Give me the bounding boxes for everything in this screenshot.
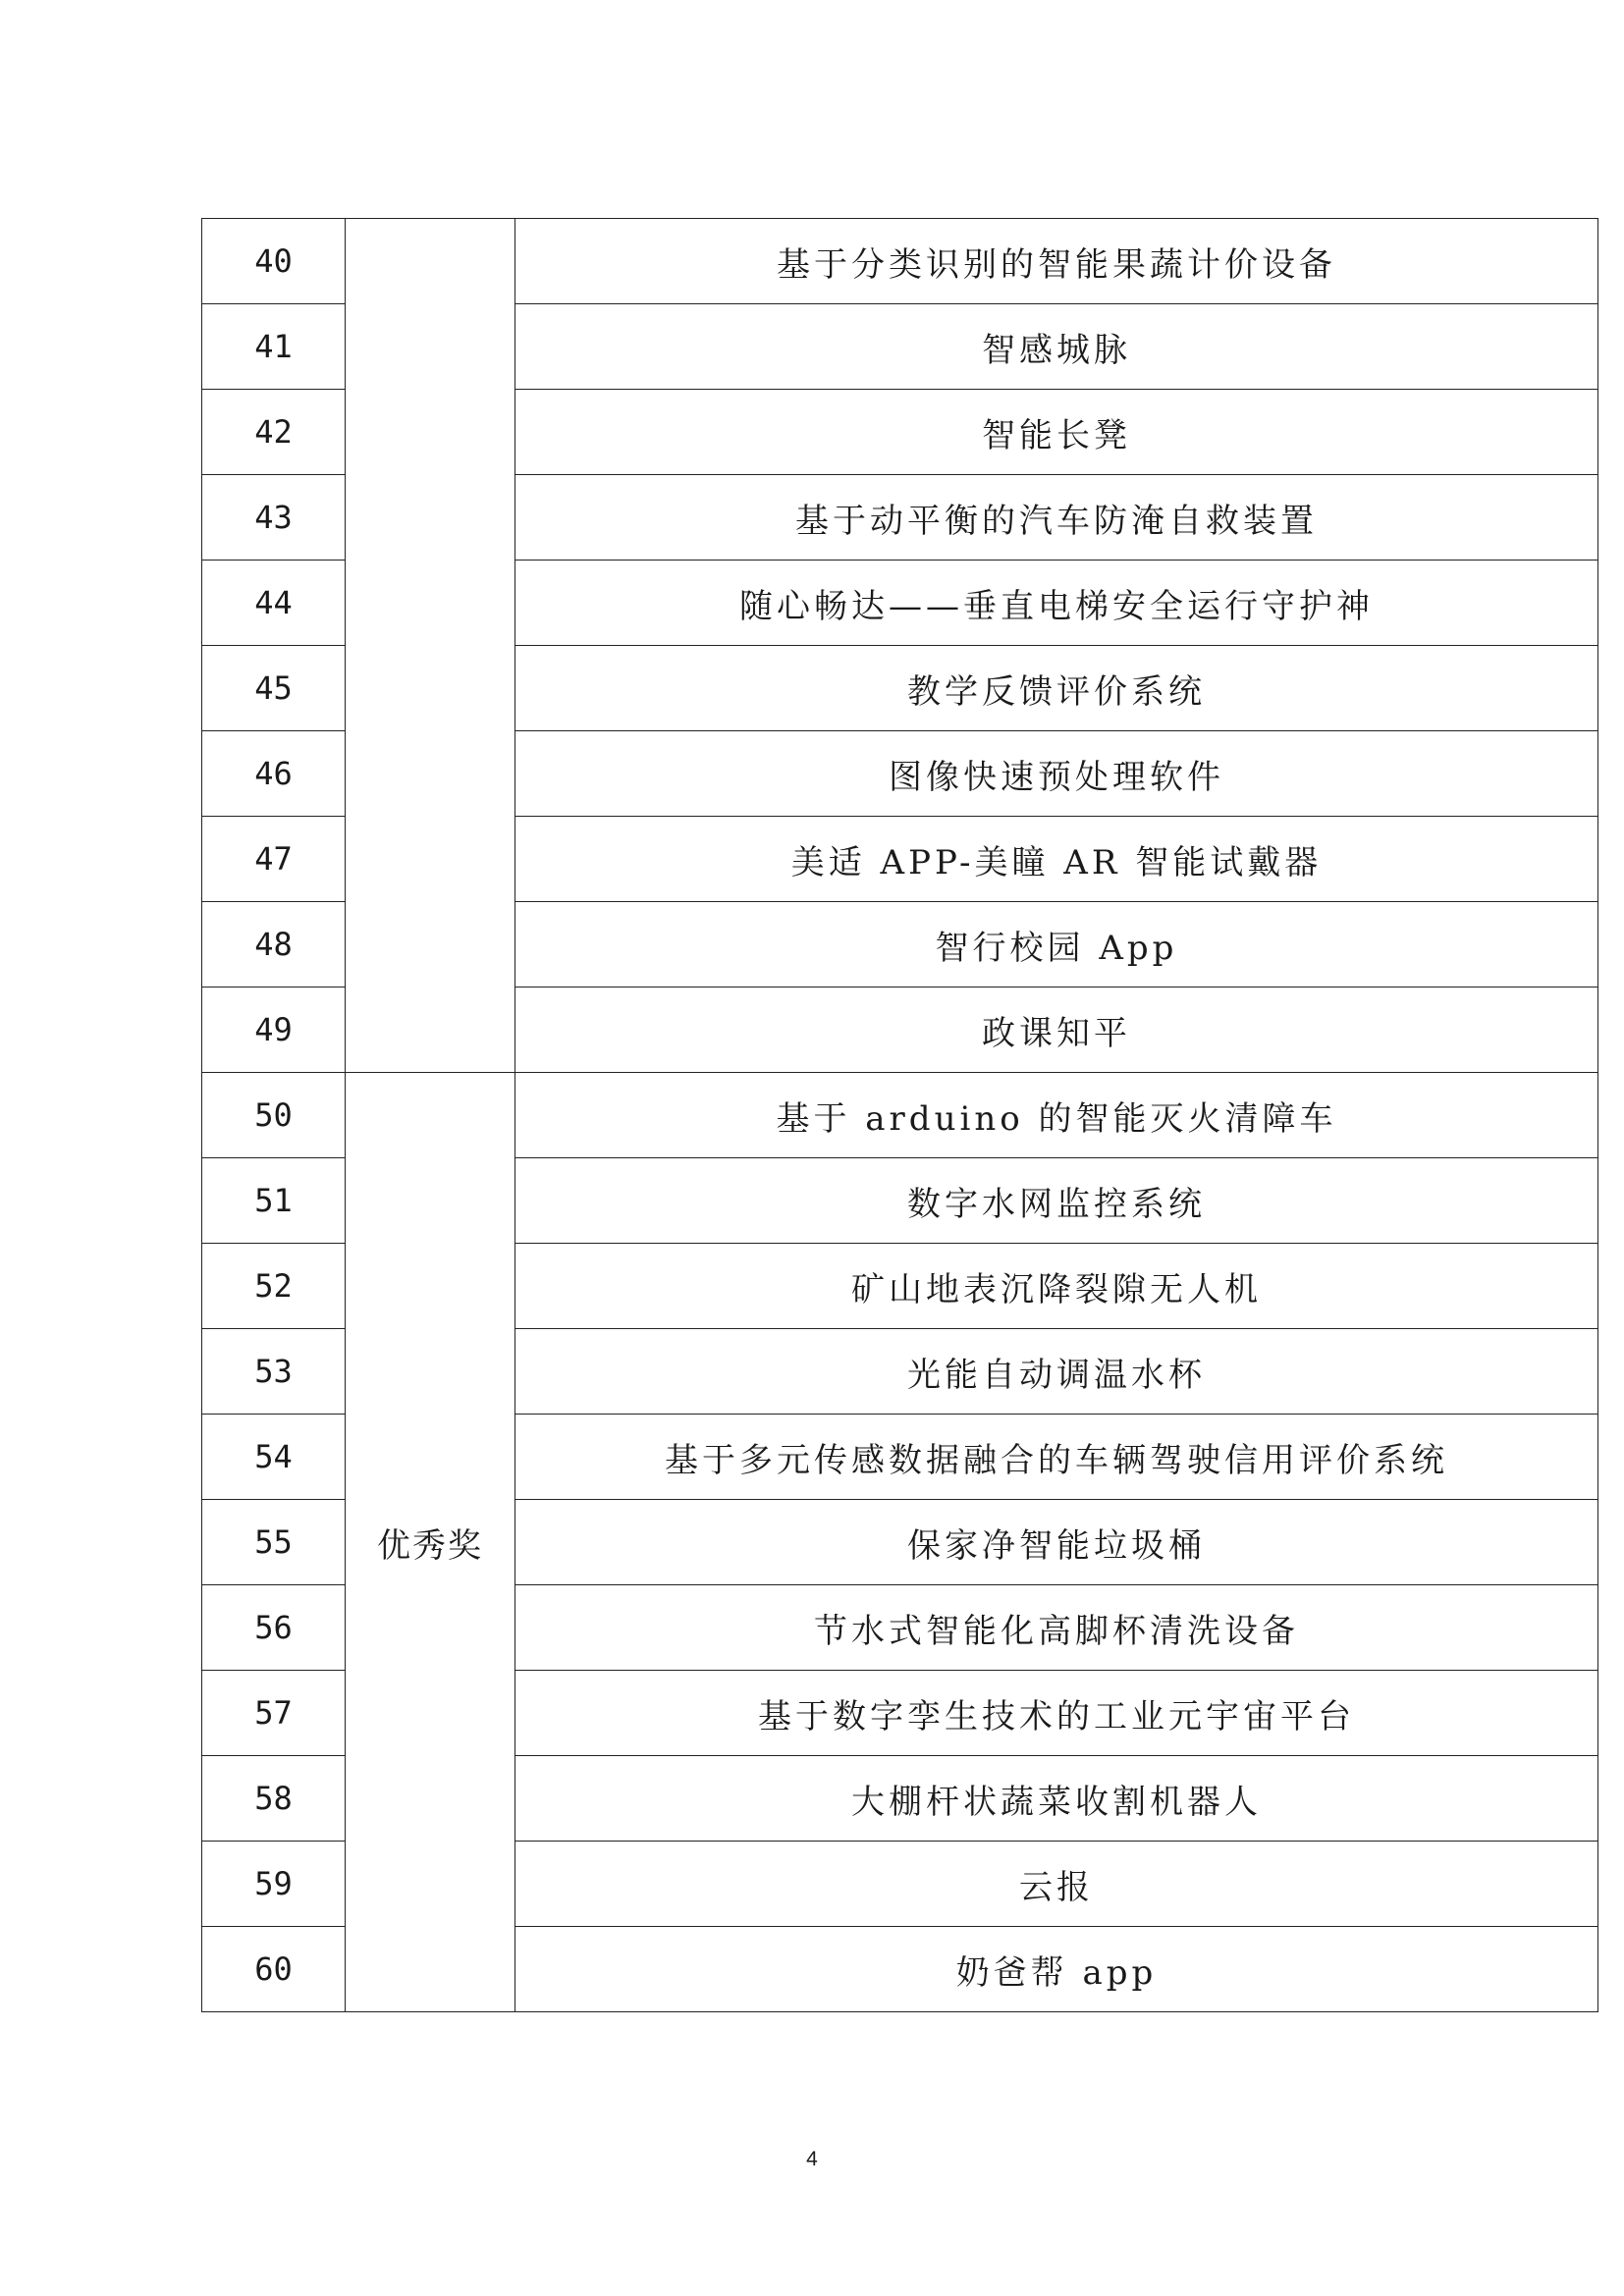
project-title: 随心畅达——垂直电梯安全运行守护神 [515,561,1598,646]
project-title: 基于数字孪生技术的工业元宇宙平台 [515,1671,1598,1756]
row-number: 47 [202,817,346,902]
project-title: 教学反馈评价系统 [515,646,1598,731]
project-title: 保家净智能垃圾桶 [515,1500,1598,1585]
project-title: 智能长凳 [515,390,1598,475]
row-number: 43 [202,475,346,561]
row-number: 42 [202,390,346,475]
table-row [202,219,1598,304]
row-number: 48 [202,902,346,988]
row-number: 40 [202,219,346,304]
row-number: 41 [202,304,346,390]
project-title: 美适 APP-美瞳 AR 智能试戴器 [515,817,1598,902]
project-title: 图像快速预处理软件 [515,731,1598,817]
row-number: 53 [202,1329,346,1415]
awards-table [201,218,1598,2012]
award-level-cell [346,219,515,1073]
row-number: 52 [202,1244,346,1329]
row-number: 50 [202,1073,346,1158]
project-title: 基于多元传感数据融合的车辆驾驶信用评价系统 [515,1415,1598,1500]
row-number: 58 [202,1756,346,1842]
row-number: 60 [202,1927,346,2012]
project-title: 光能自动调温水杯 [515,1329,1598,1415]
project-title: 基于 arduino 的智能灭火清障车 [515,1073,1598,1158]
row-number: 46 [202,731,346,817]
row-number: 49 [202,988,346,1073]
project-title: 政课知平 [515,988,1598,1073]
project-title: 矿山地表沉降裂隙无人机 [515,1244,1598,1329]
project-title: 智行校园 App [515,902,1598,988]
project-title: 大棚杆状蔬菜收割机器人 [515,1756,1598,1842]
row-number: 57 [202,1671,346,1756]
row-number: 55 [202,1500,346,1585]
row-number: 44 [202,561,346,646]
row-number: 51 [202,1158,346,1244]
row-number: 56 [202,1585,346,1671]
row-number: 45 [202,646,346,731]
project-title: 基于动平衡的汽车防淹自救装置 [515,475,1598,561]
project-title: 基于分类识别的智能果蔬计价设备 [515,219,1598,304]
row-number: 59 [202,1842,346,1927]
award-level-cell: 优秀奖 [346,1073,515,2012]
table-row [202,1073,1598,1158]
project-title: 节水式智能化高脚杯清洗设备 [515,1585,1598,1671]
table-body [202,219,1598,2012]
project-title: 智感城脉 [515,304,1598,390]
project-title: 云报 [515,1842,1598,1927]
page-number: 4 [806,2148,818,2170]
project-title: 奶爸帮 app [515,1927,1598,2012]
row-number: 54 [202,1415,346,1500]
project-title: 数字水网监控系统 [515,1158,1598,1244]
